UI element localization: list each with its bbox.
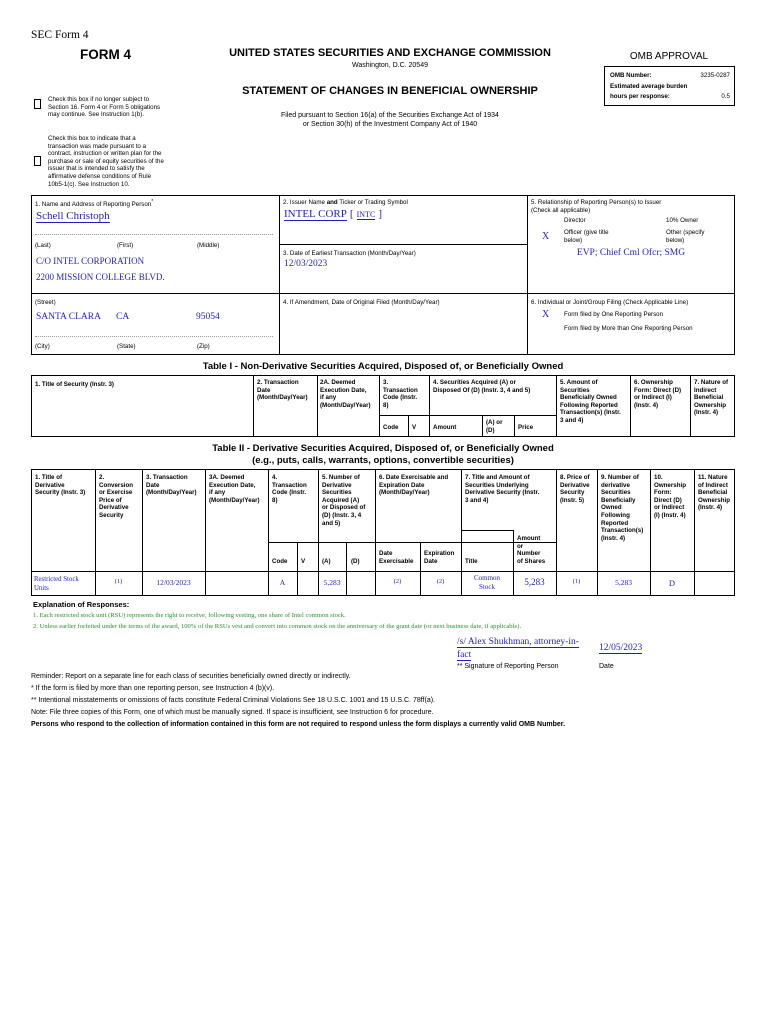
zip-label: (Zip)	[197, 343, 210, 350]
t2-h-exercisable: 6. Date Exercisable and Expiration Date (Month/Day/Year)	[379, 474, 449, 497]
t2-h-owned: 9. Number of derivative Securities Beneficially Owned Following Reported Transaction(s) (Instr. 4)	[601, 474, 644, 542]
t2-h-deemed: 3A. Deemed Execution Date, if any (Month/Day/Year)	[209, 474, 260, 504]
officer-mark: X	[542, 231, 550, 242]
t1-h-owned: 5. Amount of Securities Beneficially Owned Following Reported Transaction(s) (Instr. 3 and 4)	[560, 379, 621, 424]
earliest-date-value: 12/03/2023	[284, 259, 328, 269]
t2-row-underlying-title: Common Stock	[473, 574, 501, 591]
t2-sub-expiration: Expiration Date	[424, 550, 455, 565]
t2-row-owned: 5,283	[615, 578, 632, 587]
t2-row-price: (1)	[572, 578, 581, 585]
section16-checkbox[interactable]	[34, 99, 41, 109]
t2-h-nature: 11. Nature of Indirect Beneficial Ownership (Instr. 4)	[698, 474, 730, 512]
section16-text: Check this box if no longer subject to Section 16. Form 4 or Form 5 obligations may continue. See Instruction 1(b).	[48, 96, 161, 119]
address-line1: C/O INTEL CORPORATION	[36, 256, 145, 266]
t2-sub-title: Title	[465, 558, 478, 565]
t2-h-price: 8. Price of Derivative Security (Instr. 5)	[560, 474, 590, 504]
note-misstatements: ** Intentional misstatements or omissions of facts constitute Federal Criminal Violations See 18 U.S.C. 1001 and 15 U.S.C. 78ff(a).	[31, 697, 435, 704]
middle-label: (Middle)	[197, 242, 220, 249]
t1-h-nature: 7. Nature of Indirect Beneficial Ownership (Instr. 4)	[694, 379, 729, 417]
footnote-1: 1. Each restricted stock unit (RSU) represents the right to receive, following vesting, one share of Intel common stock.	[33, 612, 346, 619]
first-label: (First)	[117, 242, 134, 249]
t2-h-number: 5. Number of Derivative Securities Acquired (A) or Disposed of (D) (Instr. 3, 4 and 5)	[322, 474, 366, 527]
filed-pursuant-line2: or Section 30(h) of the Investment Company Act of 1940	[302, 121, 478, 128]
t1-h-acquired: 4. Securities Acquired (A) or Disposed Of (D) (Instr. 3, 4 and 5)	[433, 379, 531, 394]
t1-sub-v: V	[412, 424, 417, 431]
omb-burden-value: 0.5	[721, 93, 730, 100]
t2-row-underlying-amount: 5,283	[524, 577, 545, 587]
t2-row-exercisable: (2)	[393, 578, 402, 585]
issuer-name-row: INTEL CORP [ INTC ]	[284, 208, 383, 220]
street-label: (Street)	[35, 299, 56, 306]
sec-form-label: SEC Form 4	[31, 29, 89, 41]
omb-approval-title: OMB APPROVAL	[629, 51, 709, 62]
t1-h-date: 2. Transaction Date (Month/Day/Year)	[257, 379, 308, 402]
state-label: (State)	[117, 343, 136, 350]
t1-h-title: 1. Title of Security (Instr. 3)	[35, 381, 114, 388]
omb-number-value: 3235-0287	[700, 72, 730, 79]
zip-value: 95054	[196, 312, 220, 322]
note-reminder: Reminder: Report on a separate line for each class of securities beneficially owned directly or indirectly.	[31, 673, 351, 680]
t2-row-expiration: (2)	[436, 578, 445, 585]
t2-h-conversion: 2. Conversion or Exercise Price of Derivative Security	[99, 474, 134, 519]
t1-sub-code: Code	[383, 424, 399, 431]
relationship-label1: 5. Relationship of Reporting Person(s) to Issuer	[531, 199, 662, 206]
t2-h-underlying: 7. Title and Amount of Securities Underlying Derivative Security (Instr. 3 and 4)	[465, 474, 540, 504]
note-copies: Note: File three copies of this Form, one of which must be manually signed. If space is insufficient, see Instruction 6 for procedure.	[31, 709, 434, 716]
omb-number-label: OMB Number:	[610, 72, 652, 79]
omb-burden-label2: hours per response:	[610, 93, 670, 100]
t2-sub-a: (A)	[322, 558, 331, 565]
t2-h-title: 1. Title of Derivative Security (Instr. 3)	[35, 474, 86, 497]
officer-title-value: EVP; Chief Cml Ofcr; SMG	[576, 248, 686, 258]
t2-row-acquired: 5,283	[323, 578, 341, 587]
rule10b5-text: Check this box to indicate that a transaction was made pursuant to a contract, instruction or written plan for the purchase or sale of equity securities of the issuer that is intended to satisfy the affirmative defense conditions of Rule 10b5-1(c). See Instruction 10.	[48, 135, 164, 188]
note-multiple-persons: * If the form is filed by more than one reporting person, see Instruction 4 (b)(v).	[31, 685, 275, 692]
reporting-person-label: 1. Name and Address of Reporting Person*	[35, 199, 154, 209]
t2-row-title: Restricted Stock Units	[34, 576, 79, 592]
t2-sub-v: V	[301, 558, 306, 565]
earliest-date-label: 3. Date of Earliest Transaction (Month/Day/Year)	[283, 250, 416, 257]
t2-sub-code: Code	[272, 558, 288, 565]
statement-title: STATEMENT OF CHANGES IN BENEFICIAL OWNERSHIP	[242, 85, 538, 97]
t1-sub-price: Price	[518, 424, 534, 431]
table1-title: Table I - Non-Derivative Securities Acquired, Disposed of, or Beneficially Owned	[202, 361, 564, 372]
director-option[interactable]: Director	[564, 217, 586, 224]
issuer-name[interactable]: INTEL CORP	[284, 208, 347, 220]
one-person-mark: X	[542, 309, 550, 320]
city-label: (City)	[35, 343, 50, 350]
t2-row-conversion: (1)	[114, 578, 123, 585]
officer-option[interactable]: Officer (give title below)	[564, 229, 609, 244]
state-value: CA	[116, 312, 130, 322]
t1-h-code: 3. Transaction Code (Instr. 8)	[383, 379, 418, 409]
address-line2: 2200 MISSION COLLEGE BLVD.	[36, 272, 165, 282]
t2-row-code: A	[279, 578, 286, 587]
signature-date-label: Date	[599, 663, 614, 670]
footnote-2: 2. Unless earlier forfeited under the terms of the award, 100% of the RSUs vest and convert into common stock on the anniversary of the grant date (or next business date, if applicable).	[33, 623, 522, 630]
filed-pursuant-line1: Filed pursuant to Section 16(a) of the Securities Exchange Act of 1934	[281, 112, 499, 119]
t1-h-deemed: 2A. Deemed Execution Date, if any (Month/Day/Year)	[320, 379, 371, 409]
agency-name: UNITED STATES SECURITIES AND EXCHANGE COMMISSION	[229, 47, 551, 59]
other-option[interactable]: Other (specify below)	[666, 229, 705, 244]
t2-row-date: 12/03/2023	[156, 578, 191, 587]
t1-sub-amount: Amount	[433, 424, 457, 431]
issuer-ticker[interactable]: INTC	[356, 210, 376, 219]
filing-label: 6. Individual or Joint/Group Filing (Check Applicable Line)	[531, 299, 689, 306]
t1-sub-aord: (A) or (D)	[486, 419, 503, 434]
omb-burden-label1: Estimated average burden	[610, 83, 688, 90]
signature-label: ** Signature of Reporting Person	[457, 663, 559, 670]
issuer-label: 2. Issuer Name and Ticker or Trading Symbol	[283, 199, 408, 206]
t1-h-form: 6. Ownership Form: Direct (D) or Indirect (I) (Instr. 4)	[634, 379, 682, 409]
multiple-persons-option[interactable]: Form filed by More than One Reporting Person	[564, 325, 693, 332]
relationship-label2: (Check all applicable)	[531, 207, 591, 214]
agency-location: Washington, D.C. 20549	[351, 62, 428, 69]
form-title: FORM 4	[80, 47, 132, 62]
t2-h-code: 4. Transaction Code (Instr. 8)	[272, 474, 307, 504]
t2-h-date: 3. Transaction Date (Month/Day/Year)	[146, 474, 197, 497]
t2-row-form: D	[668, 578, 676, 588]
t2-sub-d: (D)	[351, 558, 360, 565]
rule10b5-checkbox[interactable]	[34, 156, 41, 166]
signature-value: /s/ Alex Shukhman, attorney-in- fact	[457, 637, 579, 660]
explanation-title: Explanation of Responses:	[33, 600, 130, 609]
t2-sub-date-exercisable: Date Exercisable	[379, 550, 414, 565]
table2-title2: (e.g., puts, calls, warrants, options, convertible securities)	[252, 455, 514, 466]
one-person-option[interactable]: Form filed by One Reporting Person	[564, 311, 664, 318]
amendment-date-label: 4. If Amendment, Date of Original Filed (Month/Day/Year)	[283, 299, 440, 306]
ten-percent-owner-option[interactable]: 10% Owner	[666, 217, 699, 224]
last-label: (Last)	[35, 242, 51, 249]
reporting-person-name[interactable]: Schell Christoph	[36, 210, 110, 222]
table2-title1: Table II - Derivative Securities Acquired, Disposed of, or Beneficially Owned	[212, 443, 554, 454]
note-omb: Persons who respond to the collection of information contained in this form are not required to respond unless the form displays a currently valid OMB Number.	[31, 721, 566, 728]
t2-h-form: 10. Ownership Form: Direct (D) or Indirect (I) (Instr. 4)	[654, 474, 686, 519]
t2-sub-amount: Amount or Number of Shares	[517, 535, 546, 565]
city-value: SANTA CLARA	[36, 312, 101, 322]
signature-date-value: 12/05/2023	[599, 643, 643, 653]
